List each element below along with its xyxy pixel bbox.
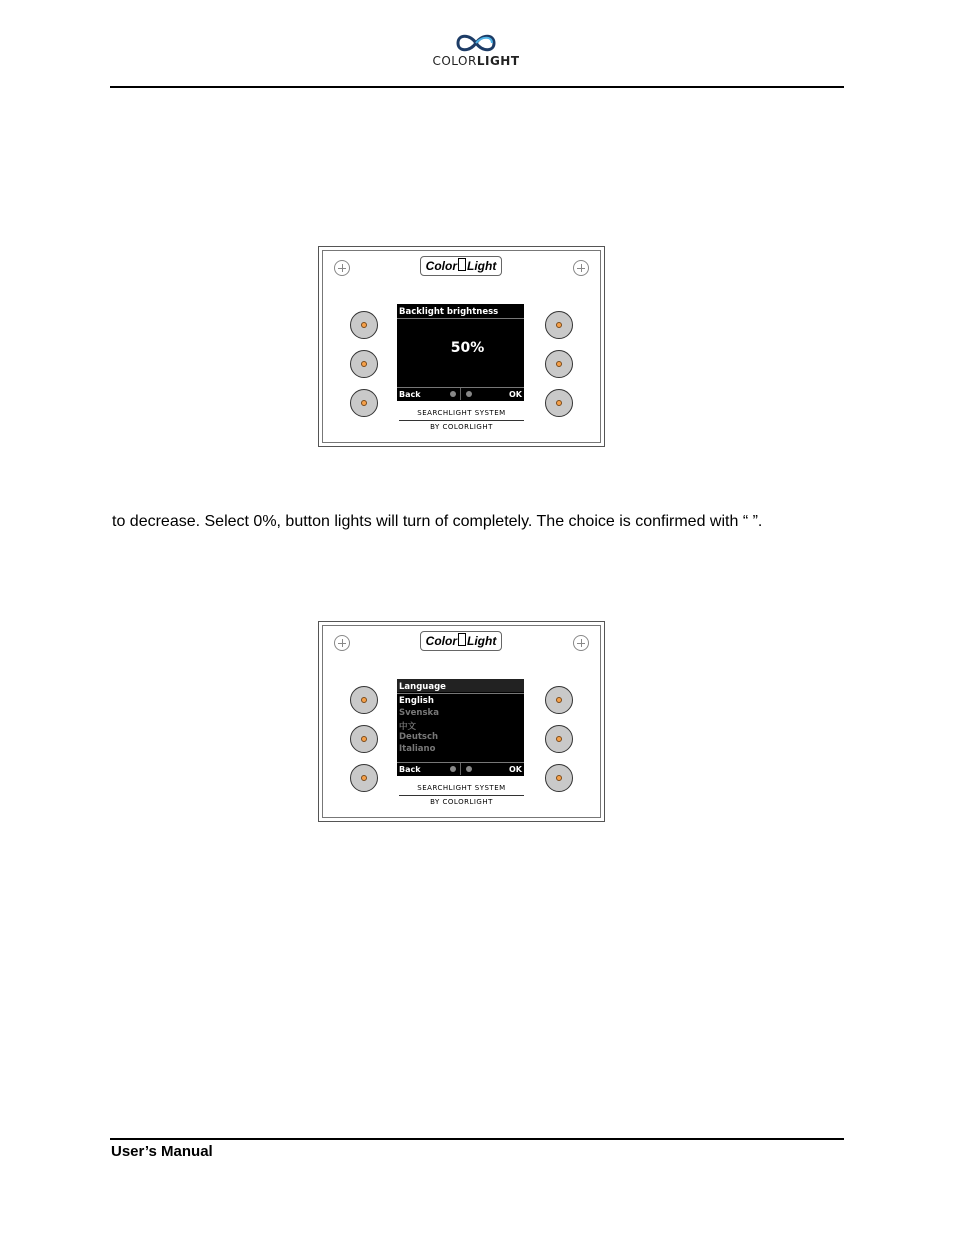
left-top-button[interactable] — [350, 311, 378, 339]
up-dot-icon — [466, 766, 472, 772]
language-option-chinese: 中文 — [399, 722, 417, 732]
brand-left: Color — [425, 634, 457, 648]
caption-searchlight: SEARCHLIGHT SYSTEM — [417, 784, 506, 792]
title-divider — [397, 693, 524, 694]
footer-rule — [110, 1138, 844, 1140]
caption-by-colorlight: BY COLORLIGHT — [430, 798, 493, 806]
logo-word-color: COLOR — [432, 54, 477, 68]
screen-title: Language — [399, 682, 446, 692]
softkey-separator — [460, 763, 461, 775]
header-rule — [110, 86, 844, 88]
display-screen — [397, 679, 524, 776]
brand-badge — [420, 256, 502, 276]
ok-softkey: OK — [509, 390, 522, 399]
caption-searchlight: SEARCHLIGHT SYSTEM — [417, 409, 506, 417]
panel-brightness — [318, 246, 605, 447]
down-dot-icon — [450, 766, 456, 772]
screw-icon — [573, 260, 589, 276]
caption-divider — [399, 795, 524, 796]
logo-wordmark — [430, 55, 522, 67]
screw-icon — [334, 635, 350, 651]
ok-softkey: OK — [509, 765, 522, 774]
brand-separator-icon — [458, 633, 466, 646]
brand-separator-icon — [458, 258, 466, 271]
left-middle-button[interactable] — [350, 725, 378, 753]
language-option-deutsch: Deutsch — [399, 732, 439, 742]
brand-right: Light — [467, 634, 497, 648]
display-screen — [397, 304, 524, 401]
language-option-english: English — [399, 696, 434, 706]
panel-language — [318, 621, 605, 822]
left-middle-button[interactable] — [350, 350, 378, 378]
brand-badge — [420, 631, 502, 651]
back-softkey: Back — [399, 390, 421, 399]
right-top-button[interactable] — [545, 686, 573, 714]
screen-title: Backlight brightness — [399, 307, 499, 317]
infinity-logo-icon — [452, 32, 500, 54]
right-top-button[interactable] — [545, 311, 573, 339]
right-middle-button[interactable] — [545, 350, 573, 378]
up-dot-icon — [466, 391, 472, 397]
logo-word-light: LIGHT — [476, 54, 520, 68]
screw-icon — [334, 260, 350, 276]
back-softkey: Back — [399, 765, 421, 774]
language-option-italiano: Italiano — [399, 744, 436, 754]
caption-by-colorlight: BY COLORLIGHT — [430, 423, 493, 431]
header-logo — [430, 32, 522, 74]
left-top-button[interactable] — [350, 686, 378, 714]
title-divider — [397, 318, 524, 319]
caption-divider — [399, 420, 524, 421]
brand-left: Color — [425, 259, 457, 273]
language-option-svenska: Svenska — [399, 708, 439, 718]
softkey-separator — [460, 388, 461, 400]
right-middle-button[interactable] — [545, 725, 573, 753]
screw-icon — [573, 635, 589, 651]
body-paragraph: to decrease. Select 0%, button lights will turn of completely. The choice is confirmed with “ ”. — [112, 513, 763, 530]
brightness-value: 50% — [450, 340, 485, 356]
down-dot-icon — [450, 391, 456, 397]
brand-right: Light — [467, 259, 497, 273]
footer-label: User’s Manual — [111, 1143, 213, 1160]
